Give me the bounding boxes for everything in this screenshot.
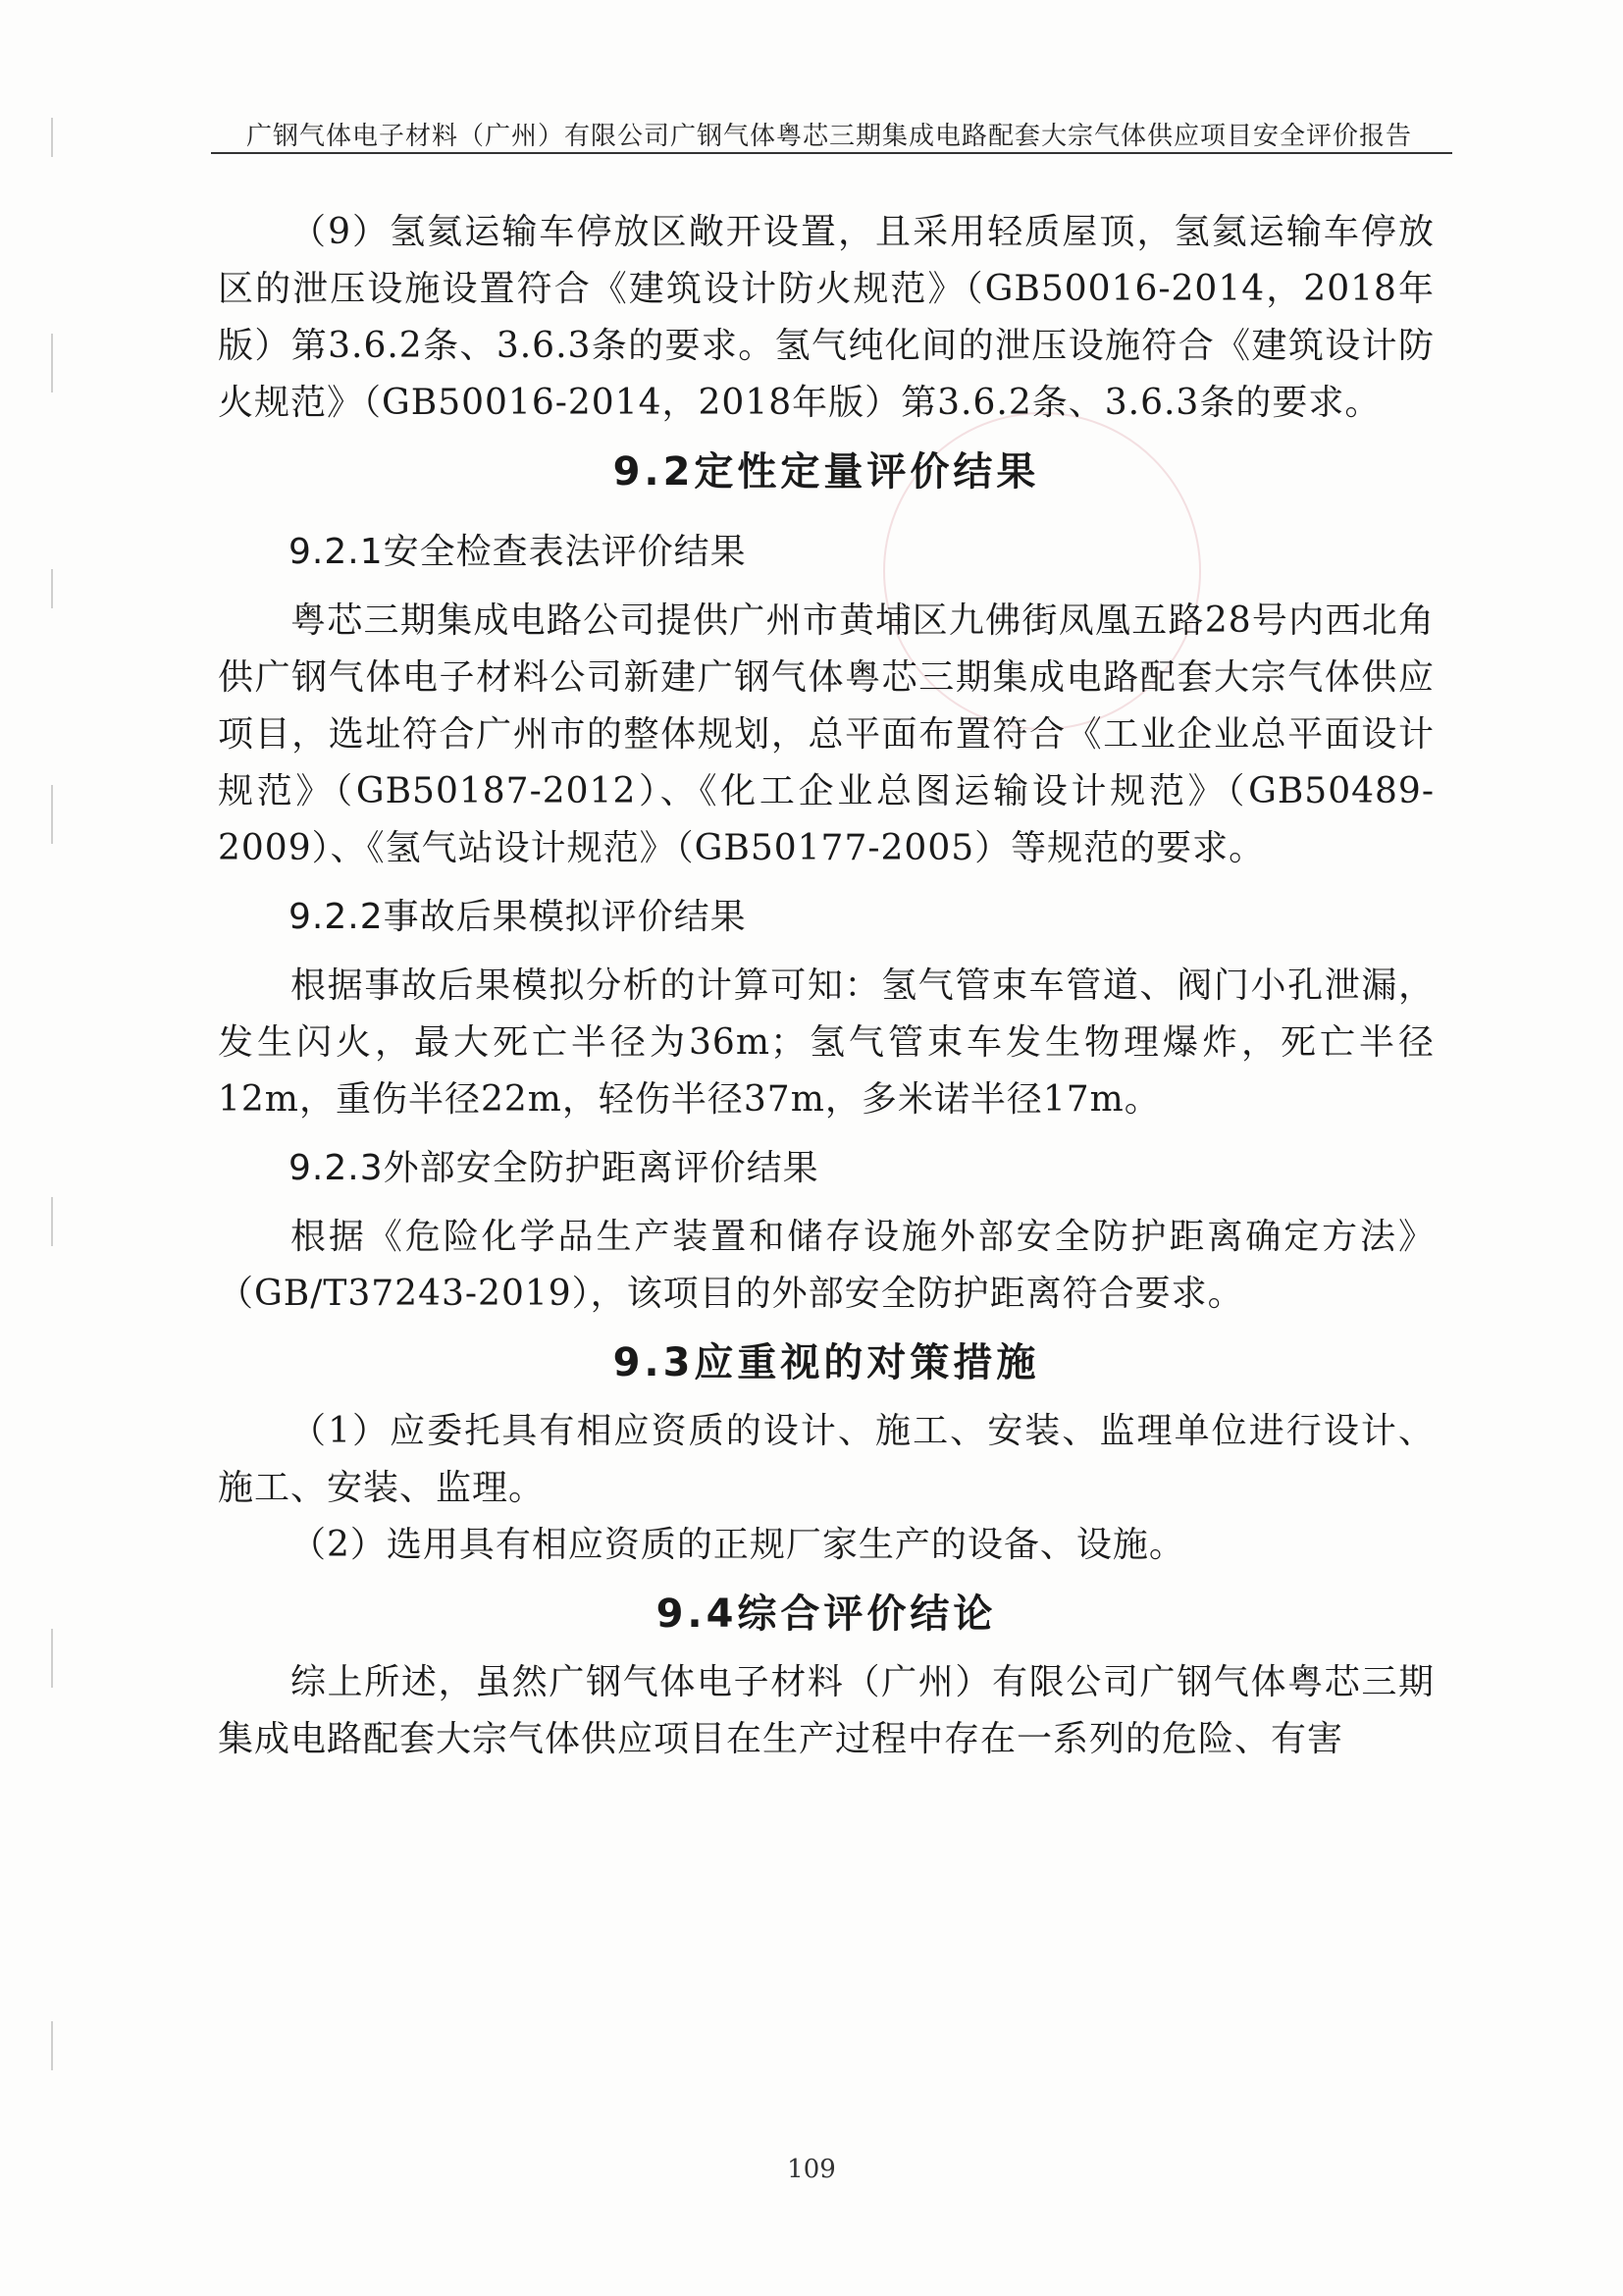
subsection-heading-9-2-2: 9.2.2事故后果模拟评价结果 — [288, 897, 747, 937]
paragraph-measure-2: （2）选用具有相应资质的正规厂家生产的设备、设施。 — [290, 1525, 1185, 1565]
paragraph-accident-simulation: 根据事故后果模拟分析的计算可知：氢气管束车管道、阀门小孔泄漏，发生闪火，最大死亡半径为36m；氢气管束车发生物理爆炸，死亡半径12m，重伤半径22m，轻伤半径37m，多米诺半径17m。 — [218, 965, 1435, 1120]
running-header: 广钢气体电子材料（广州）有限公司广钢气体粤芯三期集成电路配套大宗气体供应项目安全评价报告 — [245, 122, 1412, 151]
paragraph-external-distance: 根据《危险化学品生产装置和储存设施外部安全防护距离确定方法》（GB/T37243-2019），该项目的外部安全防护距离符合要求。 — [218, 1217, 1435, 1314]
binding-mark — [51, 569, 63, 608]
binding-mark — [51, 1629, 63, 1688]
paragraph-checklist-result: 粤芯三期集成电路公司提供广州市黄埔区九佛街凤凰五路28号内西北角供广钢气体电子材料公司新建广钢气体粤芯三期集成电路配套大宗气体供应项目，选址符合广州市的整体规划，总平面布置符合《工业企业总平面设计规范》（GB50187-2012）、《化工企业总图运输设计规范》（GB50489-2009）、《氢气站设计规范》（GB50177-2005）等规范的要求。 — [218, 600, 1435, 868]
binding-mark — [51, 785, 63, 844]
header-rule — [211, 152, 1452, 154]
binding-mark — [51, 118, 63, 157]
section-heading-9-2: 9.2定性定量评价结果 — [612, 449, 1040, 495]
document-body — [218, 204, 1435, 1768]
binding-mark — [51, 334, 63, 392]
binding-mark — [51, 2021, 63, 2070]
paragraph-conclusion: 综上所述，虽然广钢气体电子材料（广州）有限公司广钢气体粤芯三期集成电路配套大宗气体供应项目在生产过程中存在一系列的危险、有害 — [218, 1662, 1435, 1759]
paragraph-measure-1: （1）应委托具有相应资质的设计、施工、安装、监理单位进行设计、施工、安装、监理。 — [218, 1411, 1435, 1508]
section-heading-9-4: 9.4综合评价结论 — [655, 1592, 997, 1637]
subsection-heading-9-2-1: 9.2.1安全检查表法评价结果 — [288, 532, 747, 572]
section-heading-9-3: 9.3应重视的对策措施 — [612, 1340, 1040, 1385]
binding-mark — [51, 1197, 63, 1246]
subsection-heading-9-2-3: 9.2.3外部安全防护距离评价结果 — [288, 1148, 819, 1188]
page-number: 109 — [787, 2155, 836, 2184]
paragraph-item-9: （9）氢氦运输车停放区敞开设置，且采用轻质屋顶，氢氦运输车停放区的泄压设施设置符合《建筑设计防火规范》（GB50016-2014，2018年版）第3.6.2条、3.6.3条的要求。氢气纯化间的泄压设施符合《建筑设计防火规范》（GB50016-2014，2018年版）第3.6.2条、3.6.3条的要求。 — [218, 212, 1435, 423]
